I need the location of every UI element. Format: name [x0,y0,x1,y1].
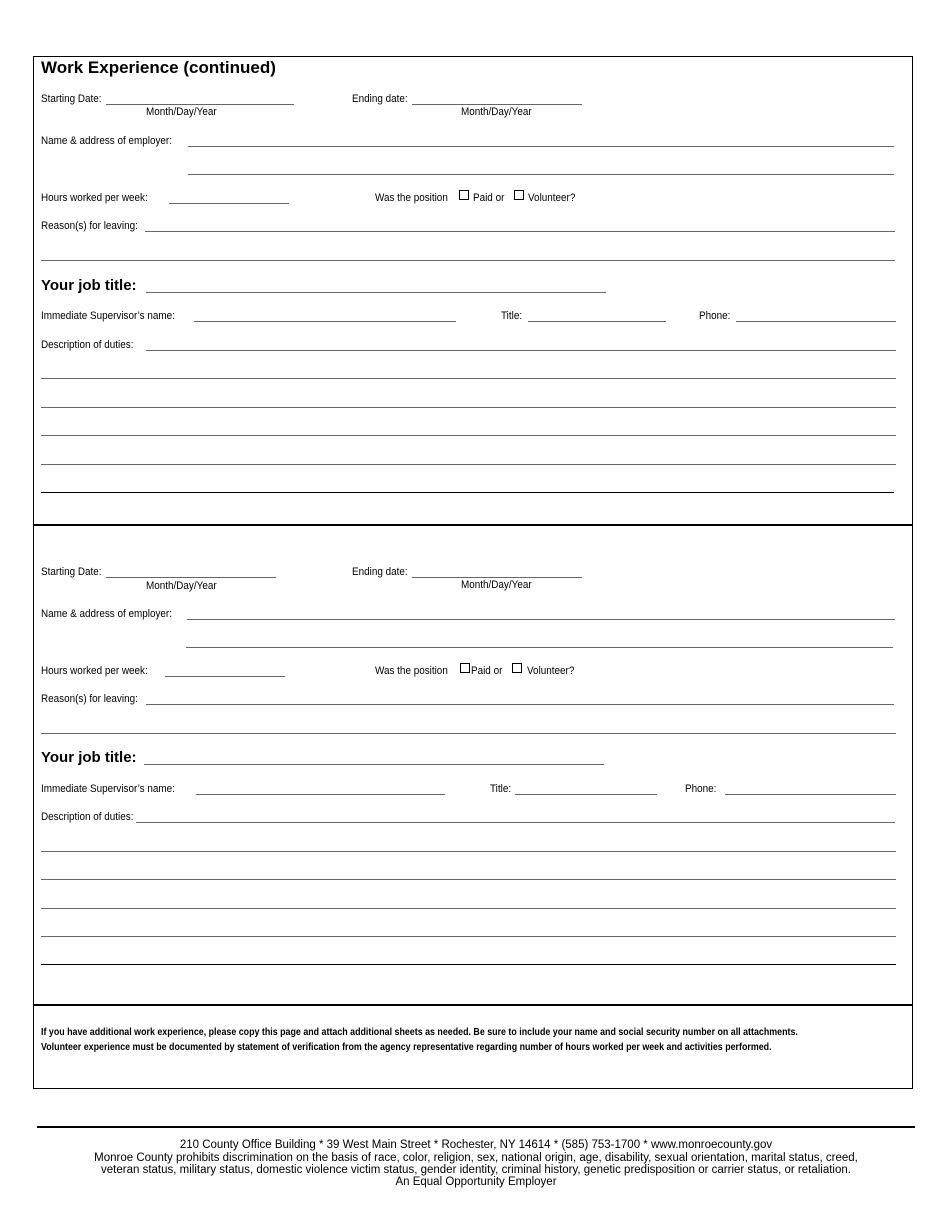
employer-field-line2[interactable] [186,647,893,648]
ending-date-field[interactable] [412,577,582,578]
supervisor-title-label: Title: [501,310,523,322]
reasons-label: Reason(s) for leaving: [41,693,138,705]
date-format-hint: Month/Day/Year [146,580,217,592]
phone-label: Phone: [699,310,731,322]
position-question-label: Was the position [375,192,448,204]
form-frame [33,56,913,1089]
duties-field[interactable] [146,350,896,351]
phone-field[interactable] [725,794,896,795]
duties-line[interactable] [41,936,896,937]
volunteer-checkbox[interactable] [512,663,522,673]
volunteer-label: Volunteer? [527,665,575,677]
date-format-hint: Month/Day/Year [146,106,217,118]
duties-label: Description of duties: [41,339,134,351]
starting-date-field[interactable] [106,577,276,578]
starting-date-label: Starting Date: [41,566,102,578]
duties-line[interactable] [41,851,896,852]
supervisor-label: Immediate Supervisor’s name: [41,310,175,322]
hours-field[interactable] [165,676,285,677]
supervisor-title-field[interactable] [515,794,657,795]
duties-line[interactable] [41,879,896,880]
reasons-field-line2[interactable] [41,260,895,261]
reasons-field[interactable] [146,704,894,705]
position-question-label: Was the position [375,665,448,677]
reasons-field-line2[interactable] [41,733,896,734]
job-title-field[interactable] [146,292,606,293]
footer-policy-1: Monroe County prohibits discrimination on the basis of race, color, religion, sex, national origin, age, disability, sexual orientation, marital status, creed, [94,1152,858,1164]
hours-field[interactable] [169,203,289,204]
job-title-label: Your job title: [41,277,137,294]
phone-label: Phone: [685,783,717,795]
reasons-label: Reason(s) for leaving: [41,220,138,232]
employer-label: Name & address of employer: [41,135,172,147]
starting-date-label: Starting Date: [41,93,102,105]
duties-line[interactable] [41,407,896,408]
duties-label: Description of duties: [41,811,134,823]
paid-checkbox[interactable] [459,190,469,200]
supervisor-field[interactable] [194,321,456,322]
employer-label: Name & address of employer: [41,608,172,620]
job-title-field[interactable] [144,764,604,765]
duties-line[interactable] [41,435,896,436]
paid-checkbox[interactable] [460,663,470,673]
supervisor-title-label: Title: [490,783,512,795]
phone-field[interactable] [736,321,896,322]
employer-field[interactable] [187,619,895,620]
supervisor-field[interactable] [196,794,445,795]
supervisor-label: Immediate Supervisor’s name: [41,783,175,795]
volunteer-checkbox[interactable] [514,190,524,200]
hours-label: Hours worked per week: [41,192,148,204]
date-format-hint: Month/Day/Year [461,106,532,118]
hours-label: Hours worked per week: [41,665,148,677]
paid-label: Paid or [471,665,503,677]
ending-date-label: Ending date: [352,93,408,105]
duties-line[interactable] [41,908,896,909]
volunteer-label: Volunteer? [528,192,576,204]
duties-line[interactable] [41,492,894,493]
duties-line[interactable] [41,464,896,465]
job-title-label: Your job title: [41,749,137,766]
starting-date-field[interactable] [106,104,294,105]
instructions-line-1: If you have additional work experience, please copy this page and attach additional sheets as needed. Be sure to include your name and social security number on all attachments. [41,1026,798,1038]
footer-policy-2: veteran status, military status, domestic violence victim status, gender identity, criminal history, genetic predisposition or carrier status, or retaliation. [101,1164,851,1176]
duties-line[interactable] [41,964,896,965]
ending-date-field[interactable] [412,104,582,105]
reasons-field[interactable] [145,231,895,232]
employer-field[interactable] [188,146,894,147]
page-title: Work Experience (continued) [41,58,276,77]
footer-address: 210 County Office Building * 39 West Main Street * Rochester, NY 14614 * (585) 753-1700 * www.monroecounty.gov [179,1139,773,1151]
date-format-hint: Month/Day/Year [461,579,532,591]
supervisor-title-field[interactable] [528,321,666,322]
instructions-line-2: Volunteer experience must be documented by statement of verification from the agency representative regarding number of hours worked per week and activities performed. [41,1041,772,1053]
ending-date-label: Ending date: [352,566,408,578]
section-divider [33,524,913,526]
footer-rule [37,1126,915,1128]
duties-field[interactable] [136,822,895,823]
paid-label: Paid or [473,192,505,204]
duties-line[interactable] [41,378,896,379]
section-divider [33,1004,913,1006]
employer-field-line2[interactable] [188,174,894,175]
footer-eoe: An Equal Opportunity Employer [395,1176,557,1188]
